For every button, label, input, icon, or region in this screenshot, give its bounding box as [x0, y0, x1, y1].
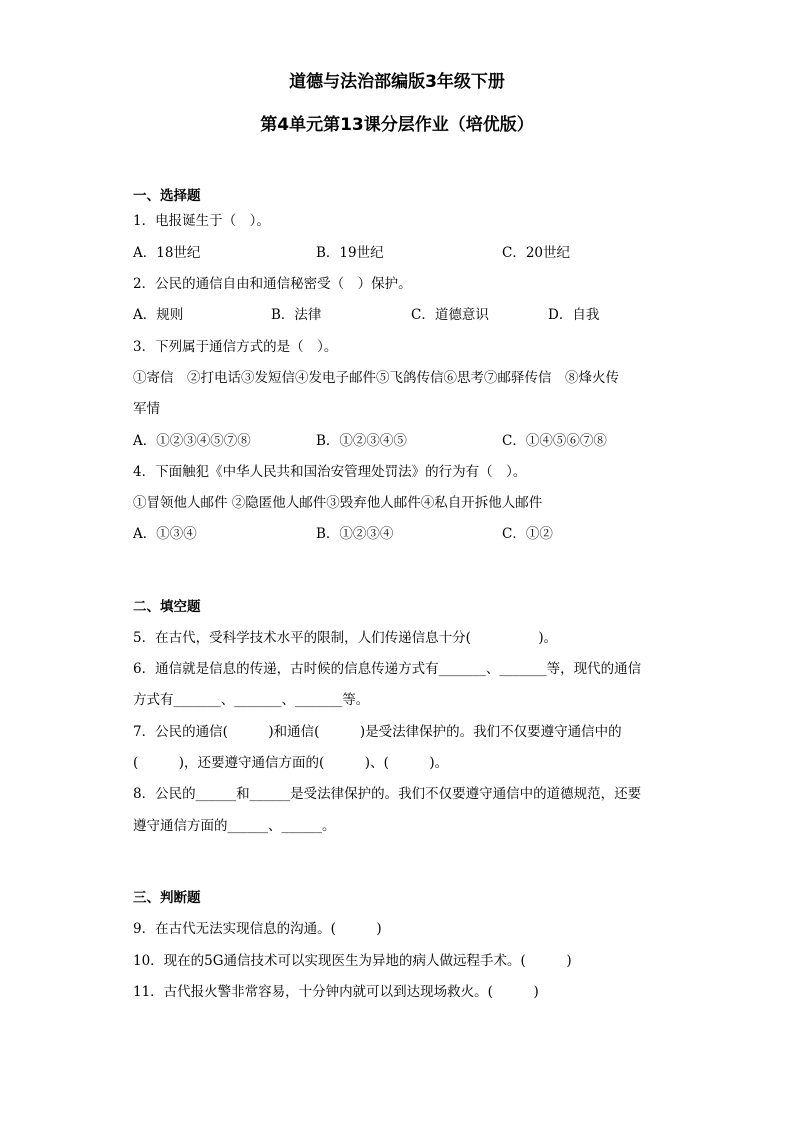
section-title-judge: 三、判断题	[133, 890, 201, 906]
question-3-items-line1: ①寄信 ②打电话③发短信④发电子邮件⑤飞鸽传信⑥思考⑦邮驿传信 ⑧烽火传	[133, 370, 619, 386]
question-9: 9．在古代无法实现信息的沟通。( )	[133, 921, 382, 937]
question-4-stem: 4．下面触犯《中华人民共和国治安管理处罚法》的行为有（ ）。	[133, 464, 527, 480]
section-title-fill: 二、填空题	[133, 599, 201, 615]
question-2-option-c: C．道德意识	[411, 307, 489, 323]
question-6-line1: 6．通信就是信息的传递，古时候的信息传递方式有_______、_______等，现代的通信	[133, 661, 642, 677]
section-title-choice: 一、选择题	[133, 188, 201, 204]
question-1-option-a: A．18世纪	[133, 245, 201, 261]
question-7-line1: 7．公民的通信( )和通信( )是受法律保护的。我们不仅要遵守通信中的	[133, 724, 622, 740]
question-4-items: ①冒领他人邮件 ②隐匿他人邮件③毁弃他人邮件④私自开拆他人邮件	[133, 495, 543, 511]
question-10: 10．现在的5G通信技术可以实现医生为异地的病人做远程手术。( )	[133, 953, 572, 969]
question-11: 11．古代报火警非常容易，十分钟内就可以到达现场救火。( )	[133, 984, 539, 1000]
question-7-line2: ( )，还要遵守通信方面的( )、( )。	[133, 755, 449, 771]
question-2-option-a: A．规则	[133, 307, 184, 323]
question-3-option-a: A．①②③④⑤⑦⑧	[133, 433, 251, 449]
question-3-option-b: B．①②③④⑤	[316, 433, 407, 449]
question-1-stem: 1．电报诞生于（ ）。	[133, 213, 270, 229]
question-6-line2: 方式有_______、_______、_______等。	[133, 692, 370, 708]
question-1-option-b: B．19世纪	[316, 245, 384, 261]
question-3-items-line2: 军情	[133, 401, 160, 417]
question-2-option-d: D．自我	[548, 307, 600, 323]
question-3-option-c: C．①④⑤⑥⑦⑧	[502, 433, 607, 449]
question-4-option-a: A．①③④	[133, 526, 197, 542]
question-2-stem: 2．公民的通信自由和通信秘密受（ ）保护。	[133, 276, 412, 292]
question-5: 5．在古代，受科学技术水平的限制，人们传递信息十分( )。	[133, 630, 558, 646]
question-1-option-c: C．20世纪	[502, 245, 571, 261]
question-8-line1: 8．公民的______和______是受法律保护的。我们不仅要遵守通信中的道德规范，还要	[133, 786, 642, 802]
question-8-line2: 遵守通信方面的______、______。	[133, 818, 336, 834]
page-title: 道德与法治部编版3年级下册	[289, 72, 505, 92]
question-3-stem: 3．下列属于通信方式的是（ ）。	[133, 339, 338, 355]
question-2-option-b: B．法律	[271, 307, 322, 323]
question-4-option-c: C．①②	[502, 526, 553, 542]
question-4-option-b: B．①②③④	[316, 526, 394, 542]
page-subtitle: 第4单元第13课分层作业（培优版）	[260, 115, 534, 135]
